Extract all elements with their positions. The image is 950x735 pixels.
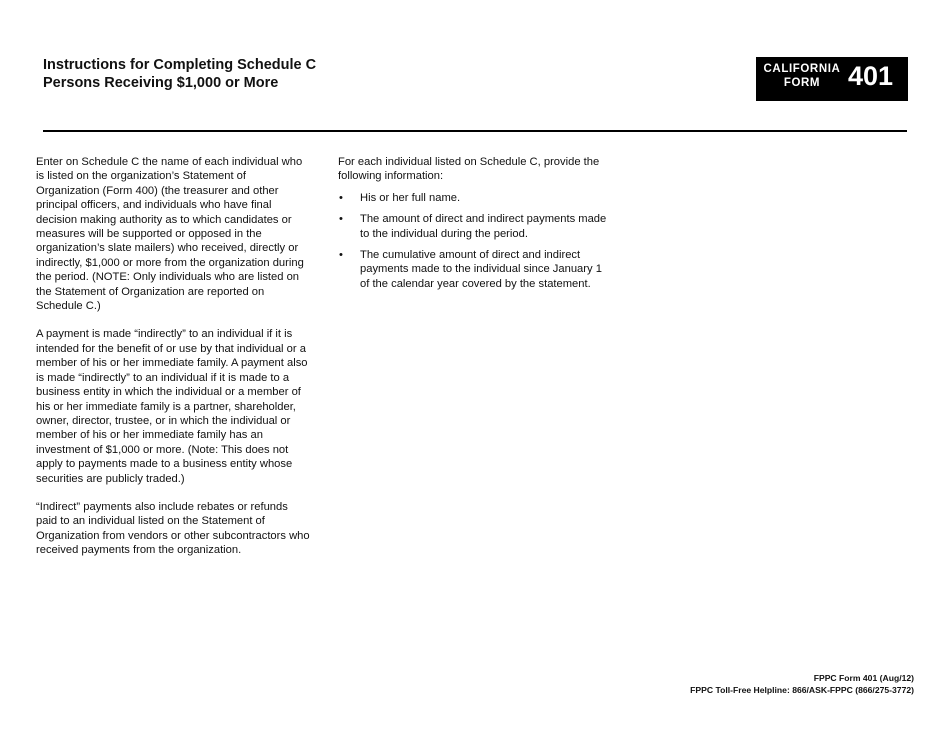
bullet-icon: • xyxy=(339,213,343,226)
bullet-icon: • xyxy=(339,191,343,204)
footer-form-id: FPPC Form 401 (Aug/12) xyxy=(813,673,914,683)
title-line-2: Persons Receiving $1,000 or More xyxy=(43,75,279,91)
footer-helpline: FPPC Toll-Free Helpline: 866/ASK-FPPC (866/275-3772) xyxy=(690,684,914,695)
list-item-text: The amount of direct and indirect payments made to the individual during the period. xyxy=(360,213,607,240)
form-box-label-line-2: FORM xyxy=(783,77,821,89)
form-number-box xyxy=(756,57,908,101)
required-info-list xyxy=(338,191,610,291)
form-number: 401 xyxy=(848,61,894,91)
list-item xyxy=(338,191,610,205)
page-title xyxy=(43,56,316,92)
right-column xyxy=(338,155,610,298)
required-info-intro: For each individual listed on Schedule C, provide the following information: xyxy=(338,156,600,183)
list-item-text: His or her full name. xyxy=(360,191,461,204)
form-box-label-line-1: CALIFORNIA xyxy=(763,63,841,75)
paragraph-indirect-payment-definition: A payment is made “indirectly” to an individual if it is intended for the benefit of or use by that individual or a member of his or her immediate family. A payment also is made “indirectly” to an individual if it is made to a business entity in which the individual or a member of his or her immediate family is a partner, shareholder, owner, director, trustee, or in which the individual or member of his or her immediate family has an investment of $1,000 or more. (Note: This does not apply to payments made to a business entity whose securities are publicly traded.) xyxy=(36,328,308,485)
form-box-label xyxy=(762,62,842,90)
left-column xyxy=(36,155,311,572)
bullet-icon: • xyxy=(339,249,343,262)
title-line-1: Instructions for Completing Schedule C xyxy=(43,57,317,73)
list-item xyxy=(338,248,610,291)
paragraph-schedule-c-entries: Enter on Schedule C the name of each individual who is listed on the organization’s Statement of Organization (Form 400) (the treasurer and other principal officers, and individuals who have final decision making authority as to which candidates or measures will be supported or opposed in the organization’s slate mailers) who received, directly or indirectly, $1,000 or more from the organization during the period. (NOTE: Only individuals who are listed on the Statement of Organization are reported on Schedule C.) xyxy=(36,156,304,313)
page-footer xyxy=(690,673,914,696)
paragraph-indirect-rebates: “Indirect” payments also include rebates or refunds paid to an individual listed on the Statement of Organization from vendors or other subcontractors who received payments from the organization. xyxy=(36,500,310,557)
list-item xyxy=(338,212,610,241)
header-divider xyxy=(43,130,907,132)
list-item-text: The cumulative amount of direct and indirect payments made to the individual since January 1 of the calendar year covered by the statement. xyxy=(360,249,602,290)
